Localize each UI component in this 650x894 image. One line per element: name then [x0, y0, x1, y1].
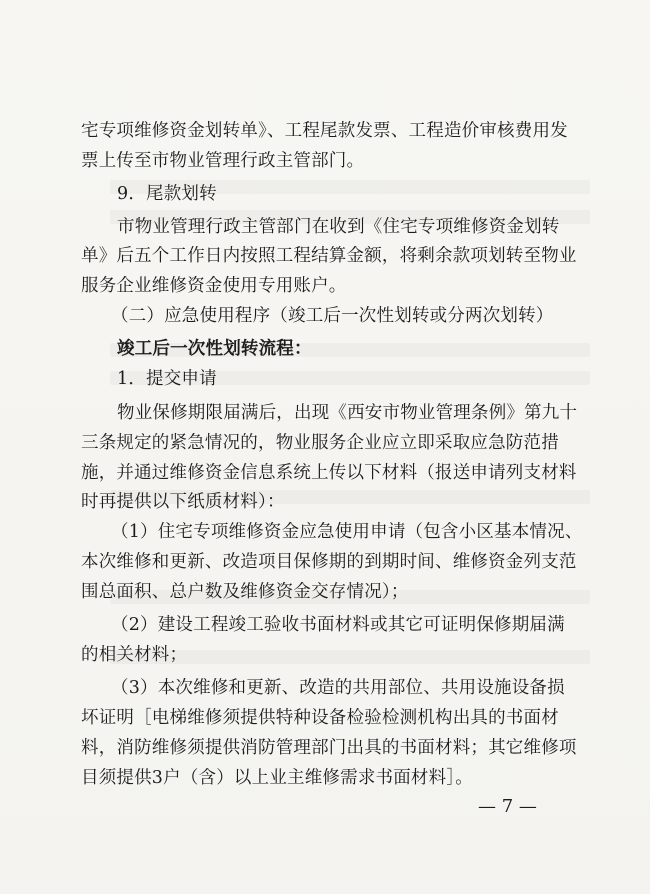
body-line: 本次维修和更新、改造项目保修期的到期时间、维修资金列支范	[81, 552, 577, 572]
section-heading: （二）应急使用程序（竣工后一次性划转或分两次划转）	[111, 306, 554, 326]
body-line: 票上传至市物业管理行政主管部门。	[81, 151, 365, 171]
body-line: 市物业管理行政主管部门在收到《住宅专项维修资金划转	[117, 217, 560, 237]
step-heading: 1．提交申请	[117, 369, 217, 389]
body-line: 目须提供3户（含）以上业主维修需求书面材料］。	[81, 768, 473, 788]
page-number: — 7 —	[478, 796, 537, 817]
subsection-heading: 竣工后一次性划转流程：	[117, 339, 312, 359]
list-item: （3）本次维修和更新、改造的共用部位、共用设施设备损	[111, 678, 565, 698]
body-line: 围总面积、总户数及维修资金交存情况）；	[81, 582, 409, 602]
body-line: 料，消防维修须提供消防管理部门出具的书面材料；其它维修项	[81, 738, 577, 758]
body-line: 三条规定的紧急情况的，物业服务企业应立即采取应急防范措	[81, 433, 559, 453]
list-item: （2）建设工程竣工验收书面材料或其它可证明保修期届满	[111, 615, 565, 635]
section-heading: 9．尾款划转	[117, 184, 217, 204]
body-line: 单》后五个工作日内按照工程结算金额，将剩余款项划转至物业	[81, 246, 577, 266]
body-line: 施，并通过维修资金信息系统上传以下材料（报送申请列支材料	[81, 463, 577, 483]
body-line: 的相关材料；	[81, 645, 188, 665]
body-line: 服务企业维修资金使用专用账户。	[81, 276, 347, 296]
body-line: 宅专项维修资金划转单》、工程尾款发票、工程造价审核费用发	[81, 121, 568, 141]
list-item: （1）住宅专项维修资金应急使用申请（包含小区基本情况、	[111, 522, 583, 542]
body-line: 坏证明［电梯维修须提供特种设备检验检测机构出具的书面材	[81, 708, 559, 728]
body-line: 物业保修期限届满后，出现《西安市物业管理条例》第九十	[117, 403, 578, 423]
body-line: 时再提供以下纸质材料）：	[81, 492, 285, 512]
